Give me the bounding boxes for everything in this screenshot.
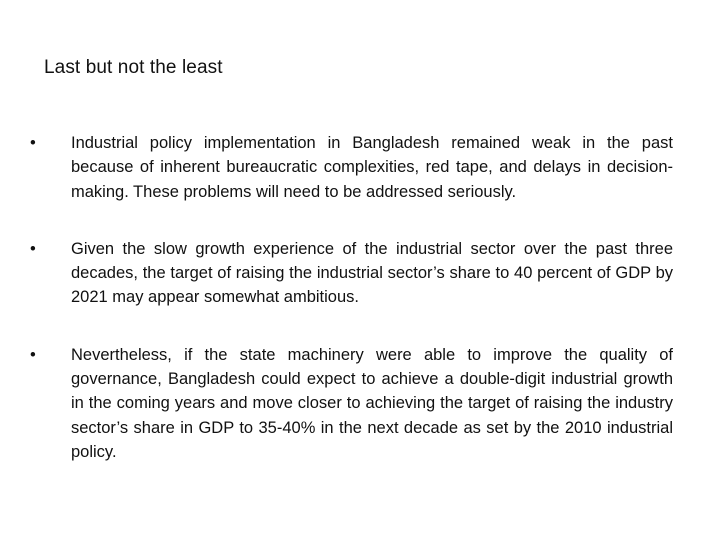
bullet-dot-icon: •: [30, 134, 36, 152]
slide-title: Last but not the least: [44, 57, 223, 78]
bullet-item: [30, 131, 673, 204]
bullet-dot-icon: •: [30, 239, 36, 258]
bullet-text: Industrial policy implementation in Bangladesh remained weak in the past because of inherent bureaucratic complexities, red tape, and delays in decision-making. These problems will need to be addressed seriously.: [71, 134, 673, 201]
bullet-item: [30, 237, 673, 310]
bullet-list: [30, 131, 673, 464]
bullet-dot-icon: •: [30, 345, 36, 364]
bullet-text: Nevertheless, if the state machinery were able to improve the quality of governance, Bangladesh could expect to achieve a double-digit industrial growth in the coming years and move closer to achieving the target of raising the industry sector’s share in GDP to 35-40% in the next decade as set by the 2010 industrial policy.: [71, 345, 673, 461]
bullet-item: [30, 343, 673, 464]
bullet-text: Given the slow growth experience of the industrial sector over the past three decades, the target of raising the industrial sector’s share to 40 percent of GDP by 2021 may appear somewhat ambitious.: [71, 239, 673, 307]
